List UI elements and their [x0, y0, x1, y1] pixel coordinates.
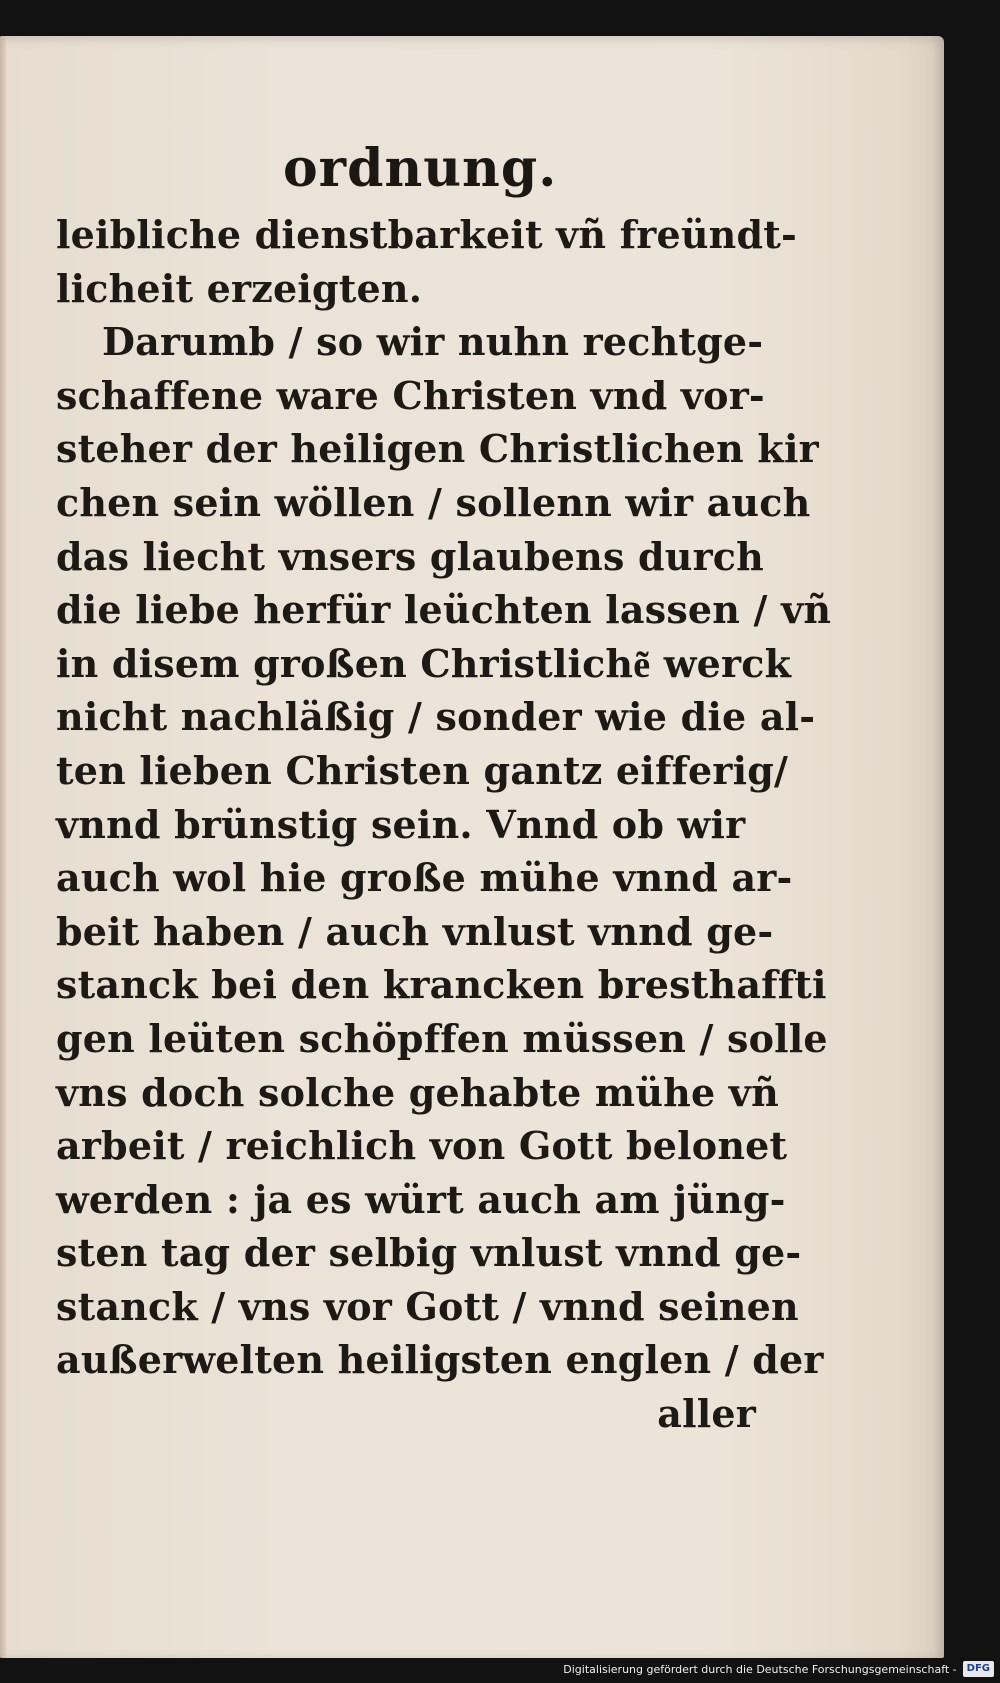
text-line: werden : ja es würt auch am jüng- [56, 1176, 786, 1222]
text-line: stanck / vns vor Gott / vnnd seinen [56, 1283, 799, 1329]
text-line: vns doch solche gehabte mühe vñ [56, 1069, 779, 1115]
text-line: sten tag der selbig vnlust vnnd ge- [56, 1230, 802, 1276]
book-page [0, 36, 944, 1658]
text-line: beit haben / auch vnlust vnnd ge- [56, 908, 774, 954]
text-line: das liecht vnsers glaubens durch [56, 533, 764, 579]
text-line: gen leüten schöpffen müssen / solle [56, 1015, 828, 1061]
body-text [56, 208, 832, 1441]
text-line: in disem großen Christliche͂ werck [56, 640, 792, 686]
text-line: schaffene ware Christen vnd vor- [56, 372, 765, 418]
text-line: chen sein wöllen / sollenn wir auch [56, 479, 811, 525]
text-line: vnnd brünstig sein. Vnnd ob wir [56, 801, 746, 847]
catchword: aller [657, 1391, 756, 1437]
text-line: leibliche dienstbarkeit vñ freündt- [56, 212, 797, 257]
page-headline: ordnung. [283, 138, 558, 199]
text-line: außerwelten heiligsten englen / der [56, 1337, 824, 1383]
text-line: stanck bei den krancken bresthaffti [56, 962, 827, 1008]
text-line: auch wol hie große mühe vnnd ar- [56, 855, 793, 901]
text-line: arbeit / reichlich von Gott belonet [56, 1123, 788, 1169]
digitization-credit [563, 1659, 994, 1679]
text-line: licheit erzeigten. [56, 265, 423, 311]
text-line: nicht nachläßig / sonder wie die al- [56, 694, 816, 740]
dfg-logo: DFG [963, 1661, 994, 1677]
text-line: Darumb / so wir nuhn rechtge- [102, 319, 764, 365]
text-line: steher der heiligen Christlichen kir [56, 426, 819, 472]
credit-text: Digitalisierung gefördert durch die Deutsche Forschungsgemeinschaft - [563, 1662, 957, 1676]
text-line: die liebe herfür leüchten lassen / vñ [56, 587, 832, 633]
text-line: ten lieben Christen gantz eifferig/ [56, 747, 789, 793]
